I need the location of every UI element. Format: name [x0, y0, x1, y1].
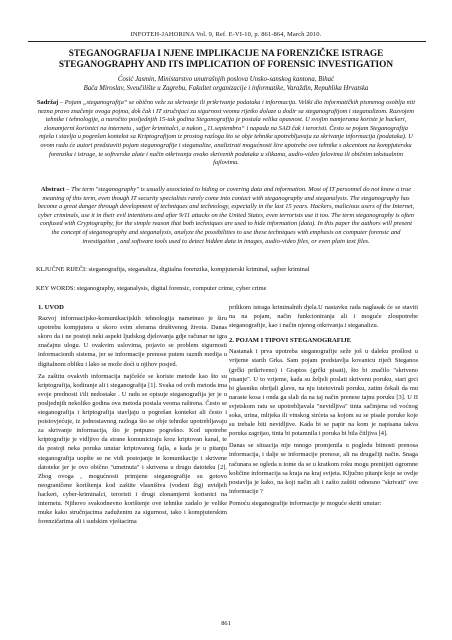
paper-title [30, 49, 422, 71]
keywords-hr-text: steganografija, steganaliza, digitalna forenzika, kompjuterski kriminal, sajber kriminal [86, 266, 310, 273]
keywords-hr-label: KLJUČNE RIJEČI: [36, 266, 87, 273]
section-2-heading: 2. POJAM I TIPOVI STEGANOGRAFIJE [229, 337, 352, 345]
keywords-en-label: KEY WORDS: [36, 285, 76, 292]
section-2-paragraph-1: Nastanak i prva upotreba steganografije seže još u daleku prošlost u vrijeme starih Grka. Sam pojam predstavlja kovanicu riječi Steganos (grčki prikriveno) i Graptos (grčki pisati), što bi značilo "skriveno pisanje". U to vrijeme, kada su željeli poslati skrivenu poruku, stari grci bi glasniku obrijali glavu, na nju istetovirali poruku, zatim čekali da mu naraste kosa i onda ga slali da na taj način prenese tajnu poruku [3]. U II svjetskom ratu se upotrebljavala "nevidljiva" tinta sačinjena od voćnog soka, urina, mlijeka ili vinskog sirćeta sa kojom su se pisale poruke koje su trebale biti nevidljive. Kada bi se papir na kom je napisana takva poruka zagrijao, tinta bi potamnila i poruka bi bila čitljiva [4]. [229, 348, 418, 438]
section-2-paragraph-3: Pomoću steganografije informacije je moguće skriti unutar: [229, 499, 382, 507]
sazetak-text: – Pojam „steganografija“ se obično veže za skrivanje ili prikrivanje podataka i informacija. Veliki dio informatičkih pismenog osoblja niti nezna pravo značenje ovoga pojma, dok čak i IT stručnjaci za sigurnost veoma rijetko dolaze u dodir sa steganografijom i steganalizom. Razvojem tehnike i tehnologije, a naročito posljednjih 15-tak godina Steganografija je postala velika opasnost. U svojim namjerama koriste je hackeri, zlonamjerni korisnici na internetu , safjer kriminalci, a nakon „11.septembra“ i napada na SAD čak i teroristi. Često se pojam Steganografija mješa i stavlja u pogrešan kontekst sa Kriptografijom iz prostog razloga što se obje tehnike upotrebljavaju za skrivanje informacija (podataka). U ovom radu će autori predstaviti pojam steganografije i steganalize, analizirati mogućnosti šire upotrebe ove tehnike s akcentom na kompjutersku forenziku i istrage, te softverske alate i način otkrivanja ovako skrivenih podataka u slikama, audio-video falovima ili običnim tekstualnim fajlovima. [37, 99, 416, 167]
abstract-label: Abstract [40, 186, 65, 193]
running-header: INFOTEH-JAHORINA Vol. 9, Ref. E-VI-10, p. 861-864, March 2010. [130, 31, 322, 38]
sazetak-block [36, 99, 416, 168]
keywords-hr [36, 266, 416, 275]
section-2-paragraph-2: Danas se situacija nije mnogo promjenila u pogledu bitnosti prenosa informacija, i dalje se informacije prenose, ali na drugačiji način. Snaga računara se ogleda u tome da se u kratkom roku mogu preniijeti ogromne količine informacija sa kraja na kraj svijeta. Ključno pitanje koje se ovdje postavlja je kako, na koji način ali i zašto zaštiti odnosno "skrivati" ove informacije ? [229, 442, 418, 495]
abstract-text: – The term "steganography" is usually associated to hiding or covering data and information. Most of IT personnel do not know a true meaning of this term, even though IT security specialists rarely come into contact with steganography and steganalysis. The steganography has become a great danger through development of techniques and technology, especially in the last 15 years. Hackers, malicious users of the Internet, cyber criminals, use it in their evil intentions and after 9/11 attacks on the United States, even terrorists use it too. The term steganography is often confused with Cryptography, for the simple reason that both techniques are used to hide information (data). In this paper the authors will present the concept of steganography and steganalysis, analyze the possibilities to use these techniques with emphasis on computer forensic and investigation , and software tools used to detect hidden data in images, audio-video files, or even plain text files. [37, 186, 415, 245]
authors [30, 75, 422, 93]
author-line-1: Ćosić Jasmin, Ministarstvo unutrašnjih poslova Unsko-sanskog kantona, Bihać [117, 76, 335, 83]
right-column [229, 303, 418, 511]
keywords-en [36, 285, 416, 294]
sazetak-label: Sadržaj [36, 99, 59, 106]
section-1-paragraph-2: Za zaštitu ovakvih informacija najčešće se koriste metode kao što su kriptografija, kodiranje ali i steganografija [1]. Svaka od ovih metoda ima svoje prednosti i/ili nedostake . U radu se opisuje steganografija jer je u posljednjih nekoliko godina ova metoda postala veoma raširena. Često se steganografija i kriptografija stavljaju u pogrešan kontekst ali često i poistovjećuje, iz jednostavnog razloga što se obje tehnike upotrebljavaju za skrivanje informacija, što je potpuno pogrešno. Kod upotrebe kriptografije je vidljivo da strane komuniciraju kroz kriptovan kanal, te da postoji neka poruka unutar kriptovanog fajla, a kada je u pitanju steganografija uopšte se ne vidi postojanje te komunikacije i skrivene datoteke jer je ovo obično "umetnuta" i skrivena u drugu datoteku [2]. Zbog ovoga , mogućnosti primjene steganografije su gotovo neograničene korištenja kod zaštite vlasništva (vodeni žig) uvidjeli hackeri, cyber-kriminalci, teroristi i drugi zlonamjerni korisnici na internetu. Njihovo svakodnevno korištenje ove tehnike zadalo je velike muke kako stručnjacima zaduženim za sigurnost, tako i kompjuterskim forenzičarima ali i sudskim vještacima [38, 372, 227, 526]
header-rule [28, 41, 426, 42]
section-1-heading: 1. UVOD [38, 304, 64, 311]
title-line-en: STEGANOGRAPHY AND ITS IMPLICATION OF FORENSIC INVESTIGATION [58, 60, 394, 70]
author-line-2: Bača Miroslav, Sveučilište u Zagrebu, Fakultet organizacije i informatike, Varaždin, Republika Hrvatska [83, 85, 369, 92]
left-column [38, 303, 227, 529]
title-line-hr: STEGANOGRAFIJA I NJENE IMPLIKACIJE NA FORENZIČKE ISTRAGE [68, 49, 384, 59]
keywords-en-text: steganography, steganalysis, digital forensic, computer crime, cyber crime [75, 285, 267, 292]
section-1-paragraph-1: Razvoj informacijsko-komunikacijskih tehnologija nametnuo je širu upotrebu kompjutera u skoro svim sferama društvenog života. Danas skoro da i ne postoji neki aspekt ljudskog djelovanja gdje računar ne igra značajnu ulogu. U ovakvim uslovima, pojavio se problem sigurnosti informacionih sistema, jer se informacije prenose putem raznih medija u digitalnom obliku i lako se može doći u njihov posjed. [38, 315, 227, 368]
abstract-block [36, 186, 416, 246]
section-1-continuation: prilikom istraga kriminalnih djela.U nastavku rada naglasak će se staviti na na pojam, način funkcioniranja ali i moguće zloupotrebe steganografije, kao i način njenog otkrivanja i steganalizu. [229, 304, 418, 330]
page-number: 861 [221, 620, 231, 627]
